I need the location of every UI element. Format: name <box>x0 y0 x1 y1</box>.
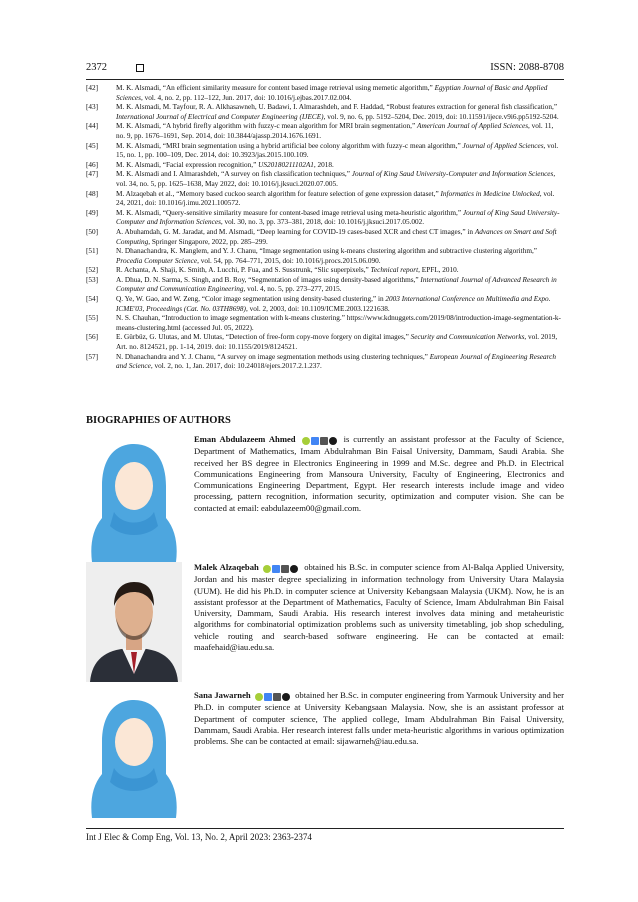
reference-list <box>86 84 564 372</box>
page-header <box>86 62 564 76</box>
reference-item: [47] M. K. Alsmadi and I. Almarashdeh, “A survey on fish classification techniques,” Journal of King Saud University-Computer and Information Sciences, vol. 34, no. 5, pp. 1625–1638, May 2022, doi: 10.1016/j.jksuci.2020.07.005. <box>86 170 556 188</box>
reference-item: [53] A. Dhua, D. N. Sarma, S. Singh, and B. Roy, “Segmentation of images using density-based algorithms,” International Journal of Advanced Research in Computer and Communication Engineering, vol. 4, no. 5, pp. 273–277, 2015. <box>86 275 557 294</box>
reference-item: [55] N. S. Chauhan, “Introduction to image segmentation with k-means clustering.” https://www.kdnuggets.com/2019/08/introduction-image-segmentation-k-means-clustering.html (accessed Jul. 05, 2022). <box>86 314 561 332</box>
issn: ISSN: 2088-8708 <box>490 62 564 73</box>
square-icon <box>136 64 144 72</box>
reference-item: [43] M. K. Alsmadi, M. Tayfour, R. A. Alkhasawneh, U. Badawi, I. Almarashdeh, and F. Haddad, “Robust features extraction for general fish classification,” International Journal of Electrical and Computer Engineering (IJECE), vol. 9, no. 6, pp. 5192–5204, Dec. 2019, doi: 10.11591/ijece.v9i6.pp5192-5204. <box>86 103 559 121</box>
reference-item: [42] M. K. Alsmadi, “An efficient similarity measure for content based image retrieval using memetic algorithm,” Egyptian Journal of Basic and Applied Sciences, vol. 4, no. 2, pp. 112–122, Jun. 2017, doi: 10.1016/j.ejbas.2017.02.004. <box>86 84 548 102</box>
author-bio-text <box>194 434 564 514</box>
author-photo-male-portrait <box>86 562 182 692</box>
author-photo-female-avatar <box>86 434 182 564</box>
scopus-icon[interactable] <box>273 693 281 701</box>
author-photo-female-avatar <box>86 690 182 820</box>
reference-item: [49] M. K. Alsmadi, “Query-sensitive similarity measure for content-based image retrieval using meta-heuristic algorithm,” Journal of King Saud University-Computer and Information Sciences, vol. 30, no. 3, pp. 373–381, 2018, doi: 10.1016/j.jksuci.2017.05.002. <box>86 208 560 227</box>
author-name: Malek Alzaqebah <box>194 562 259 572</box>
page-footer: Int J Elec & Comp Eng, Vol. 13, No. 2, April 2023: 2363-2374 <box>86 832 312 842</box>
publons-icon[interactable] <box>290 565 298 573</box>
male-portrait-icon <box>86 562 182 682</box>
google-scholar-icon[interactable] <box>272 565 280 573</box>
bio-description: obtained his B.Sc. in computer science from Al-Balqa Applied University, Jordan and his master degree specializing in information technology from University Utara Malaysia (UUM). He did his Ph.D. in computer science at University Kebangsaan Malaysia (UKM). Now, he is an assistant professor at the Department of Mathematics, Faculty of Science, Imam Abdulrahman Bin Faisal University, Dammam, Saudi Arabia. His research interest involves data mining and metaheuristic algorithms for combinatorial optimization problems such as university timetabling, job shop scheduling, vehicle routing and search-based software engineering. He can be contacted at email: maafehaid@iau.edu.sa. <box>194 562 564 653</box>
orcid-icon[interactable] <box>302 437 310 445</box>
google-scholar-icon[interactable] <box>311 437 319 445</box>
reference-item: [50] A. Abuhamdah, G. M. Jaradat, and M. Alsmadi, “Deep learning for COVID-19 cases-based XCR and chest CT images,” in Advances on Smart and Soft Computing, Springer Singapore, 2022, pp. 285–299. <box>86 227 557 246</box>
reference-item: [57] N. Dhanachandra and Y. J. Chanu, “A survey on image segmentation methods using clustering techniques,” European Journal of Engineering Research and Science, vol. 2, no. 1, Jan. 2017, doi: 10.24018/ejers.2017.2.1.237. <box>86 352 557 371</box>
profile-links <box>302 435 338 446</box>
reference-item: [51] N. Dhanachandra, K. Manglem, and Y. J. Chanu, “Image segmentation using k-means clustering algorithm and subtractive clustering algorithm,” Procedia Computer Science, vol. 54, pp. 764–771, 2015, doi: 10.1016/j.procs.2015.06.090. <box>86 247 537 265</box>
reference-item: [48] M. Alzaqebah et al., “Memory based cuckoo search algorithm for feature selection of gene expression dataset,” Informatics in Medicine Unlocked, vol. 24, 2021, doi: 10.1016/j.imu.2021.100572. <box>86 189 555 208</box>
reference-item: [45] M. K. Alsmadi, “MRI brain segmentation using a hybrid artificial bee colony algorithm with fuzzy-c mean algorithm,” Journal of Applied Sciences, vol. 15, no. 1, pp. 100–109, Dec. 2014, doi: 10.3923/jas.2015.100.109. <box>86 141 559 160</box>
orcid-icon[interactable] <box>263 565 271 573</box>
reference-item: [54] Q. Ye, W. Gao, and W. Zeng, “Color image segmentation using density-based clustering,” in 2003 International Conference on Multimedia and Expo. ICME'03, Proceedings (Cat. No. 03TH8698), vol. 2, 2003, doi: 10.1109/ICME.2003.1221638. <box>86 295 551 313</box>
author-name: Sana Jawarneh <box>194 690 251 700</box>
female-avatar-icon <box>86 690 182 820</box>
bio-description: obtained her B.Sc. in computer engineering from Yarmouk University and her Ph.D. in computer science at University Kebangsaan Malaysia. Now, she is an assistant professor at Department of computer science, The applied college, Imam Abdulrahman Bin Faisal University, Dammam, Saudi Arabia. Her research interest falls under meta-heuristic algorithms in various optimization problems. She can be contacted at email: sijawarneh@iau.edu.sa. <box>194 690 564 747</box>
author-bio-text <box>194 562 564 653</box>
scopus-icon[interactable] <box>281 565 289 573</box>
publons-icon[interactable] <box>282 693 290 701</box>
scopus-icon[interactable] <box>320 437 328 445</box>
profile-links <box>263 563 299 574</box>
author-name: Eman Abdulazeem Ahmed <box>194 434 296 444</box>
publons-icon[interactable] <box>329 437 337 445</box>
google-scholar-icon[interactable] <box>264 693 272 701</box>
reference-item: [46] M. K. Alsmadi, “Facial expression recognition,” US20180211102A1, 2018. <box>86 160 334 169</box>
female-avatar-icon <box>86 434 182 564</box>
biographies-heading: BIOGRAPHIES OF AUTHORS <box>86 415 231 426</box>
header-rule <box>86 79 564 80</box>
bio-description: is currently an assistant professor at the Faculty of Science, Department of Mathematics, Imam Abdulrahman Bin Faisal University, Dammam, Saudi Arabia. She received her BS degree in Electronics Engineering in 1999 and M.Sc. degree and Ph.D. in Electrical Communications Engineering from Mansoura University, Faculty of Engineering, Electronics and Communications Engineering Department, Egypt. Her research interests include image and video processing, pattern recognition, information security, optimization and computer vision. She can be contacted at email: eabdulazeem00@gmail.com. <box>194 434 564 513</box>
profile-links <box>255 691 291 702</box>
page-number: 2372 <box>86 62 107 73</box>
reference-item: [44] M. K. Alsmadi, “A hybrid firefly algorithm with fuzzy-c mean algorithm for MRI brain segmentation,” American Journal of Applied Sciences, vol. 11, no. 9, pp. 1676–1691, Sep. 2014, doi: 10.3844/ajassp.2014.1676.1691. <box>86 122 554 140</box>
reference-item: [56] E. Gürbüz, G. Ulutas, and M. Ulutas, “Detection of free-form copy-move forgery on digital images,” Security and Communication Networks, vol. 2019, Art. no. 8124521, pp. 1-14, 2019. doi: 10.1155/2019/8124521. <box>86 333 558 352</box>
orcid-icon[interactable] <box>255 693 263 701</box>
reference-item: [52] R. Achanta, A. Shaji, K. Smith, A. Lucchi, P. Fua, and S. Susstrunk, “Slic superpixels,” Technical report, EPFL, 2010. <box>86 266 459 275</box>
footer-rule <box>86 828 564 829</box>
author-bio-text <box>194 690 564 747</box>
